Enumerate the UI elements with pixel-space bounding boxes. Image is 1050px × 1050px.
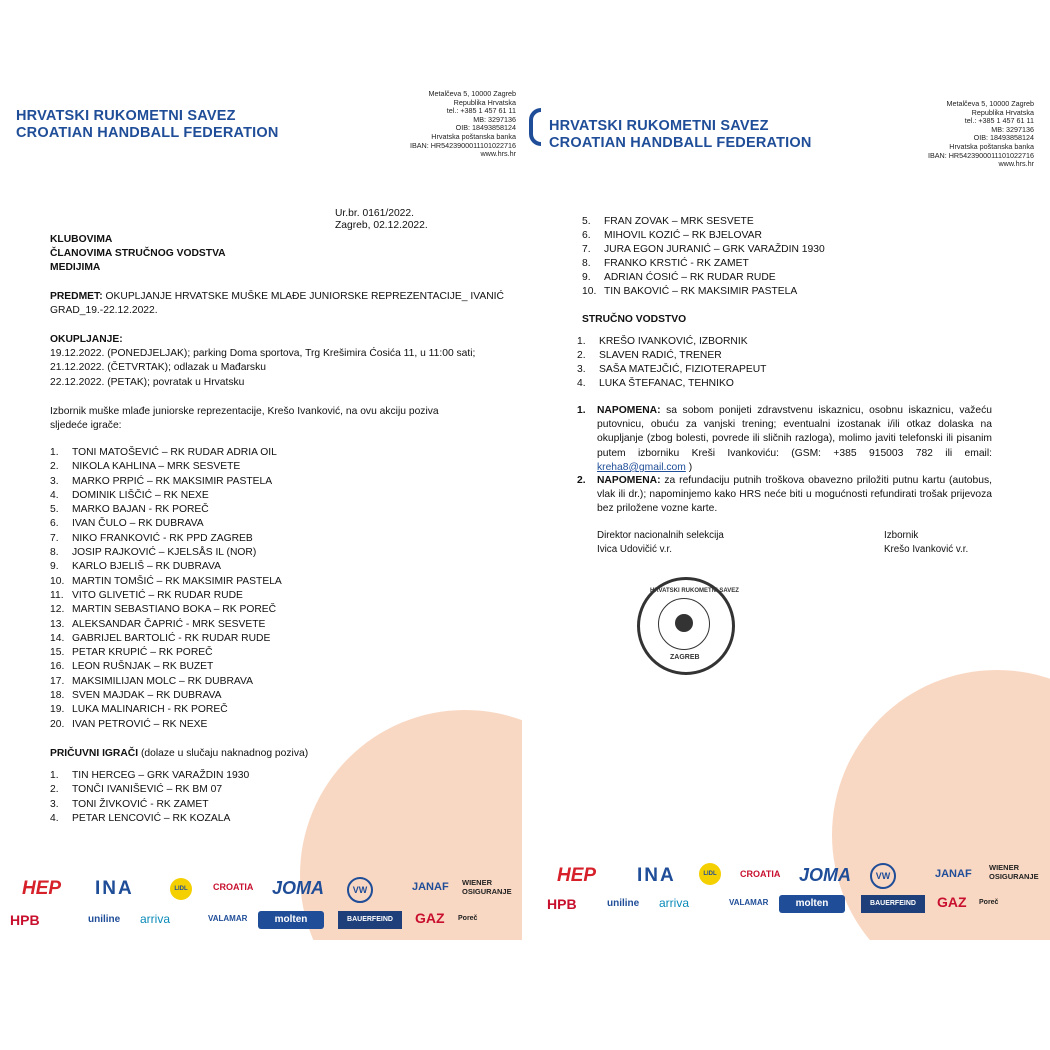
porec-logo: Poreč — [979, 899, 999, 906]
decorative-blob — [300, 710, 522, 940]
arriva-logo: arriva — [659, 896, 690, 910]
lidl-logo: LIDL — [699, 863, 721, 885]
list-item: 4. DOMINIK LIŠČIĆ – RK NEXE — [50, 489, 209, 501]
note-2-number: 2. — [577, 475, 586, 486]
list-item: 3. SAŠA MATEJČIĆ, FIZIOTERAPEUT — [577, 364, 767, 375]
federation-name: HRVATSKI RUKOMETNI SAVEZ CROATIAN HANDBALL FEDERATION — [549, 118, 812, 151]
croatia-logo: CROATIA — [213, 882, 254, 892]
list-item: 1. TIN HERCEG – GRK VARAŽDIN 1930 — [50, 770, 250, 781]
signature-director: Direktor nacionalnih selekcija Ivica Udovičić v.r. — [597, 530, 724, 555]
signature-coach: Izbornik Krešo Ivanković v.r. — [884, 530, 969, 555]
list-item: 9. KARLO BJELIŠ – RK DUBRAVA — [50, 561, 221, 573]
list-item: 16. LEON RUŠNJAK – RK BUZET — [50, 661, 214, 673]
players-list — [50, 446, 282, 732]
list-item: 5. FRAN ZOVAK – MRK SESVETE — [582, 216, 754, 227]
list-item: 15. PETAR KRUPIĆ – RK POREČ — [50, 647, 213, 659]
list-item: 8. JOSIP RAJKOVIĆ – KJELSÅS IL (NOR) — [50, 547, 257, 559]
list-item: 7. NIKO FRANKOVIĆ - RK PPD ZAGREB — [50, 532, 253, 544]
list-item: 18. SVEN MAJDAK – RK DUBRAVA — [50, 690, 222, 702]
joma-logo: JOMA — [272, 878, 325, 898]
list-item: 17. MAKSIMILIJAN MOLC – RK DUBRAVA — [50, 675, 253, 687]
list-item: 1. TONI MATOŠEVIĆ – RK RUDAR ADRIA OIL — [50, 447, 277, 458]
official-stamp: HRVATSKI RUKOMETNI SAVEZ ZAGREB — [637, 577, 735, 675]
list-item: 9. ADRIAN ĆOSIĆ – RK RUDAR RUDE — [582, 272, 776, 283]
list-item: 8. FRANKO KRSTIĆ - RK ZAMET — [582, 258, 749, 269]
letter-date: Zagreb, 02.12.2022. — [335, 220, 428, 231]
janaf-logo: JANAF — [412, 881, 449, 893]
list-item: 10. TIN BAKOVIĆ – RK MAKSIMIR PASTELA — [582, 286, 798, 297]
uniline-logo: uniline — [88, 914, 121, 925]
wiener-logo: WIENER OSIGURANJE — [462, 878, 512, 896]
list-item: 5. MARKO BAJAN - RK POREČ — [50, 504, 209, 516]
list-item: 7. JURA EGON JURANIĆ – GRK VARAŽDIN 1930 — [582, 244, 825, 255]
hep-logo: HEP — [22, 878, 62, 899]
molten-logo: molten — [779, 895, 845, 913]
reference-number: Ur.br. 0161/2022. — [335, 208, 415, 219]
list-item: 11. VITO GLIVETIĆ – RK RUDAR RUDE — [50, 589, 243, 601]
croatia-logo: CROATIA — [740, 869, 781, 879]
list-item: 3. TONI ŽIVKOVIĆ - RK ZAMET — [50, 798, 209, 810]
valamar-logo: VALAMAR — [208, 914, 248, 923]
federation-address: Metalčeva 5, 10000 Zagreb Republika Hrvatska tel.: +385 1 457 61 11 MB: 3297136 OIB: 18493858124 Hrvatska poštanska banka IBAN: HR5423900011101022716 www.hrs.hr — [927, 99, 1034, 169]
staff-heading: STRUČNO VODSTVO — [582, 314, 687, 325]
hpb-logo: HPB — [10, 912, 40, 928]
wiener-logo: WIENER OSIGURANJE — [989, 863, 1039, 881]
recipients: KLUBOVIMA ČLANOVIMA STRUČNOG VODSTVA MEDIJIMA — [50, 234, 226, 274]
list-item: 14. GABRIJEL BARTOLIĆ - RK RUDAR RUDE — [50, 632, 271, 644]
gathering-section: OKUPLJANJE: 19.12.2022. (PONEDJELJAK); parking Doma sportova, Trg Krešimira Ćosića 11, u 11:00 sati; 21.12.2022. (ČETVRTAK); odlazak u Mađarsku 22.12.2022. (PETAK); povratak u Hrvatsku — [50, 334, 476, 388]
reserves-list-continued — [582, 215, 825, 299]
reserves-list — [50, 769, 249, 826]
hpb-logo: HPB — [547, 896, 577, 912]
note-1-number: 1. — [577, 405, 586, 416]
hep-logo: HEP — [557, 865, 597, 886]
list-item: 4. PETAR LENCOVIĆ – RK KOZALA — [50, 812, 231, 824]
note-2: NAPOMENA: za refundaciju putnih troškova obavezno priložiti putnu kartu (autobus, vlak ili dr.); napominjemo kako HRS neće biti u mogućnosti refundirati trošak prijevoza bez priložene vozne karte. — [597, 475, 992, 515]
list-item: 2. TONČI IVANIŠEVIĆ – RK BM 07 — [50, 784, 223, 796]
email-link[interactable]: kreha8@gmail.com — [597, 461, 686, 473]
lidl-logo: LIDL — [170, 878, 192, 900]
gaz-logo: GAZ — [937, 894, 967, 910]
uniline-logo: uniline — [607, 898, 640, 909]
porec-logo: Poreč — [458, 915, 478, 922]
list-item: 2. SLAVEN RADIĆ, TRENER — [577, 350, 722, 361]
list-item: 10. MARTIN TOMŠIĆ – RK MAKSIMIR PASTELA — [50, 575, 282, 587]
janaf-logo: JANAF — [935, 868, 972, 880]
intro-text: Izbornik muške mlađe juniorske reprezentacije, Krešo Ivanković, na ovu akciju poziva sljedeće igrače: — [50, 406, 439, 432]
list-item: 6. IVAN ČULO – RK DUBRAVA — [50, 518, 204, 530]
vw-logo: VW — [347, 877, 373, 903]
valamar-logo: VALAMAR — [729, 898, 769, 907]
handball-icon — [675, 614, 693, 632]
gaz-logo: GAZ — [415, 910, 445, 926]
bauerfeind-logo: BAUERFEIND — [338, 911, 402, 929]
list-item: 4. LUKA ŠTEFANAC, TEHNIKO — [577, 378, 734, 389]
list-item: 20. IVAN PETROVIĆ – RK NEXE — [50, 718, 208, 730]
molten-logo: molten — [258, 911, 324, 929]
federation-logo-icon — [529, 108, 541, 146]
ina-logo: INA — [637, 865, 676, 886]
list-item: 12. MARTIN SEBASTIANO BOKA – RK POREČ — [50, 604, 277, 616]
arriva-logo: arriva — [140, 912, 171, 926]
note-1: NAPOMENA: sa sobom ponijeti zdravstvenu iskaznicu, osobnu iskaznicu, važeću putovnicu, obuću za vanjski trening; eventualni izostanak i/ili otkaz dolaska na okupljanje (zbog bolesti, povrede ili sličnih razloga), molimo javiti telefonski ili pisanim putem izborniku Kreši Ivankoviću: (GSM: +385 915003 782 ili email: kreha8@gmail.com ) — [597, 405, 992, 473]
ina-logo: INA — [95, 878, 134, 899]
subject: PREDMET: OKUPLJANJE HRVATSKE MUŠKE MLAĐE JUNIORSKE REPREZENTACIJE_ IVANIĆ GRAD_19.-22.12.2022. — [50, 291, 504, 317]
letter-page-1 — [0, 70, 522, 940]
list-item: 3. MARKO PRPIĆ – RK MAKSIMIR PASTELA — [50, 475, 273, 487]
reserves-heading: PRIČUVNI IGRAČI (dolaze u slučaju naknadnog poziva) — [50, 748, 309, 759]
vw-logo: VW — [870, 863, 896, 889]
letter-page-2 — [527, 70, 1050, 940]
list-item: 6. MIHOVIL KOZIĆ – RK BJELOVAR — [582, 230, 762, 241]
list-item: 19. LUKA MALINARICH - RK POREČ — [50, 704, 228, 716]
list-item: 2. NIKOLA KAHLINA – MRK SESVETE — [50, 461, 241, 473]
staff-list — [577, 335, 766, 391]
federation-name: HRVATSKI RUKOMETNI SAVEZ CROATIAN HANDBALL FEDERATION — [16, 108, 279, 141]
bauerfeind-logo: BAUERFEIND — [861, 895, 925, 913]
federation-address: Metalčeva 5, 10000 Zagreb Republika Hrvatska tel.: +385 1 457 61 11 MB: 3297136 OIB: 18493858124 Hrvatska poštanska banka IBAN: HR5423900011101022716 www.hrs.hr — [409, 89, 516, 159]
list-item: 1. KREŠO IVANKOVIĆ, IZBORNIK — [577, 336, 748, 347]
list-item: 13. ALEKSANDAR ČAPRIĆ - MRK SESVETE — [50, 618, 266, 630]
joma-logo: JOMA — [799, 865, 852, 885]
